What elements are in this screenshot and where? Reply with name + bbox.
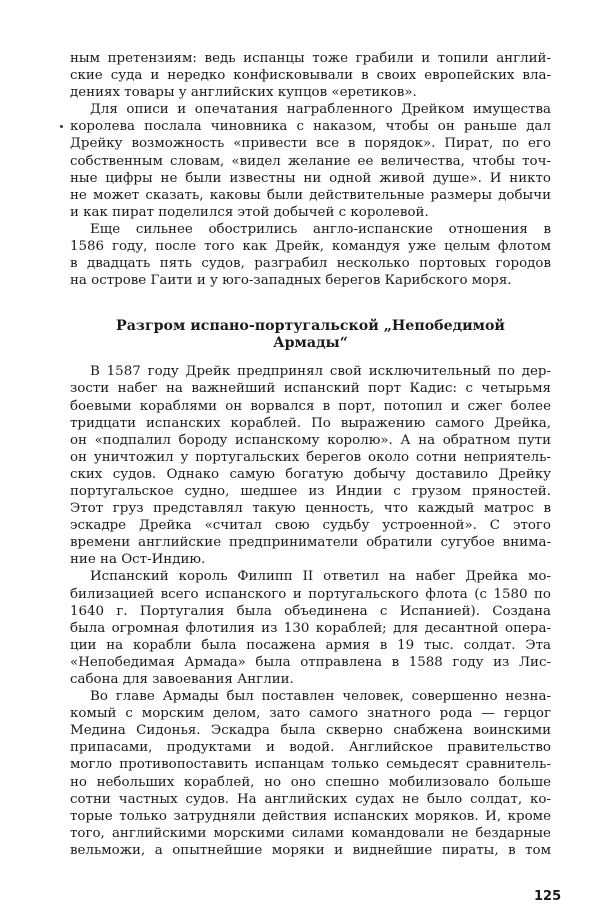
text-line: 1586 году, после того как Дрейк, командуя уже целым флотом <box>70 239 551 255</box>
text-line: ские суда и нередко конфисковывали в своих европейских вла- <box>70 68 551 84</box>
text-line: эскадре Дрейка «считал свою судьбу устроенной». С этого <box>70 518 551 534</box>
paragraph-cadiz-raid <box>70 363 551 568</box>
page-number: 125 <box>534 889 562 904</box>
text-line: ских судов. Однако самую богатую добычу доставило Дрейку <box>70 466 551 482</box>
text-line: тридцати испанских кораблей. По выражению самого Дрейка, <box>70 415 551 431</box>
text-line: комый с морским делом, зато самого знатного рода — герцог <box>70 706 551 722</box>
paragraph-relations <box>70 221 551 289</box>
text-line: Еще сильнее обострились англо-испанские отношения в <box>90 221 551 237</box>
paragraph-inventory <box>70 101 551 221</box>
heading-line: Разгром испано-португальской „Непобедимой <box>116 318 505 335</box>
paragraph-continued <box>70 50 551 101</box>
text-line: В 1587 году Дрейк предпринял свой исключительный по дер- <box>90 364 551 380</box>
margin-mark <box>60 125 63 128</box>
text-line: ным претензиям: ведь испанцы тоже грабили и топили англий- <box>70 51 551 66</box>
text-line: боевыми кораблями он ворвался в порт, потопил и сжег более <box>70 398 551 414</box>
text-line: вельможи, а опытнейшие моряки и виднейшие пираты, в том <box>70 842 551 858</box>
text-line: Медина Сидонья. Эскадра была скверно снабжена воинскими <box>70 723 551 739</box>
section-heading <box>70 318 551 352</box>
text-line: он «подпалил бороду испанскому королю». А на обратном пути <box>70 432 551 448</box>
text-line: Испанский король Филипп II ответил на набег Дрейка мо- <box>90 569 551 585</box>
text-line: королева послала чиновника с наказом, чтобы он раньше дал <box>70 119 551 135</box>
text-line: времени английские предприниматели обратили сугубое внима- <box>70 535 551 551</box>
text-line: но небольших кораблей, но оно спешно мобилизовало больше <box>70 774 551 790</box>
text-line: могло противопоставить испанцам только семьдесят сравнитель- <box>70 757 551 773</box>
text-line: не может сказать, каковы были действительные размеры добычи <box>70 187 551 203</box>
text-line: он уничтожил у португальских берегов около сотни неприятель- <box>70 449 551 465</box>
text-line: в двадцать пять судов, разграбил несколько портовых городов <box>70 256 551 272</box>
text-line: на острове Гаити и у юго-западных берегов Карибского моря. <box>70 273 512 289</box>
text-line: Для описи и опечатания награбленного Дрейком имущества <box>90 102 551 118</box>
text-line: зости набег на важнейший испанский порт Кадис: с четырьмя <box>70 381 551 397</box>
text-line: припасами, продуктами и водой. Английское правительство <box>70 740 551 756</box>
book-page-body <box>70 50 551 859</box>
text-line: торые только затрудняли действия испанских моряков. И, кроме <box>70 808 551 824</box>
text-line: была огромная флотилия из 130 кораблей; для десантной опера- <box>70 620 551 636</box>
text-line: «Непобедимая Армада» была отправлена в 1588 году из Лис- <box>70 654 551 670</box>
text-line: Этот груз представлял такую ценность, что каждый матрос в <box>70 501 551 517</box>
text-line: и как пират поделился этой добычей с королевой. <box>70 204 429 220</box>
text-line: Дрейку возможность «привести все в порядок». Пират, по его <box>70 136 551 152</box>
text-line: сотни частных судов. На английских судах не было солдат, ко- <box>70 791 551 807</box>
text-line: ции на корабли была посажена армия в 19 тыс. солдат. Эта <box>70 637 551 653</box>
heading-line: Армады“ <box>273 335 348 352</box>
text-line: собственным словам, «видел желание ее величества, чтобы точ- <box>70 153 551 169</box>
paragraph-philip-response <box>70 568 551 688</box>
text-line: ные цифры не были известны ни одной живой душе». И никто <box>70 170 551 186</box>
text-line: дениях товары у английских купцов «еретиков». <box>70 85 417 101</box>
text-line: того, английскими морскими силами командовали не бездарные <box>70 825 551 841</box>
text-line: Во главе Армады был поставлен человек, совершенно незна- <box>90 689 551 705</box>
text-line: сабона для завоевания Англии. <box>70 672 294 687</box>
text-line: билизацией всего испанского и португальского флота (с 1580 по <box>70 586 551 602</box>
text-line: 1640 г. Португалия была объединена с Испанией). Создана <box>70 603 551 619</box>
text-line: ние на Ост-Индию. <box>70 552 206 568</box>
text-line: португальское судно, шедшее из Индии с грузом пряностей. <box>70 483 551 499</box>
paragraph-armada-command <box>70 688 551 859</box>
